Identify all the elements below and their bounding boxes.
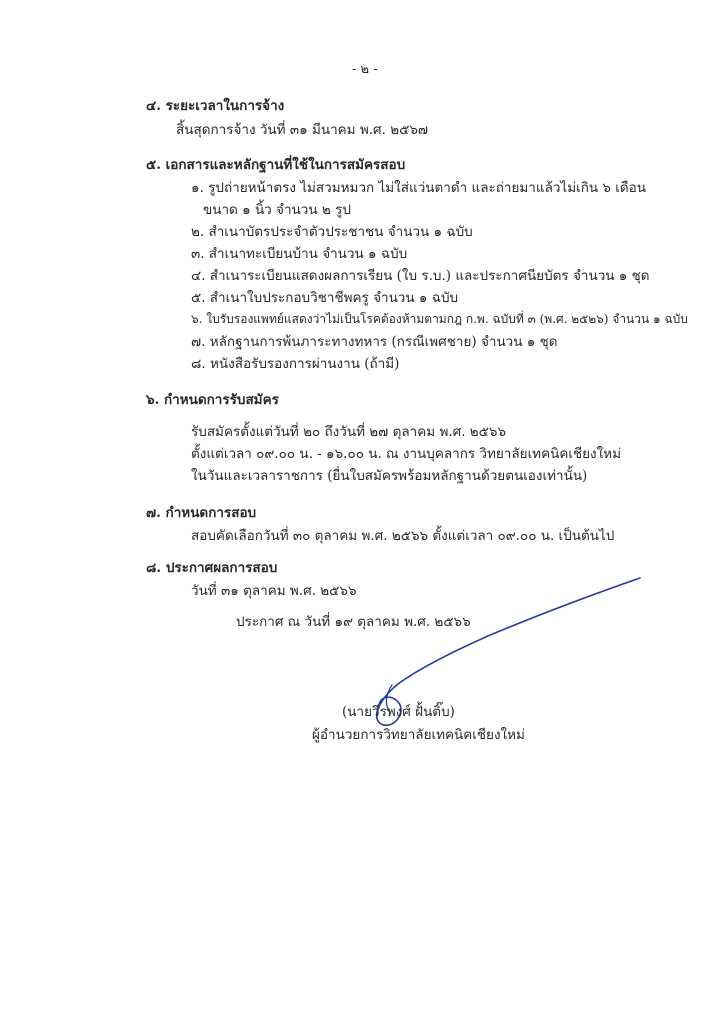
section-5-item-6: ๖. ใบรับรองแพทย์แสดงว่าไม่เป็นโรคต้องห้ามตามกฎ ก.พ. ฉบับที่ ๓ (พ.ศ. ๒๕๒๖) จำนวน ๑ ฉบับ — [191, 312, 688, 326]
section-8-line-1: วันที่ ๓๑ ตุลาคม พ.ศ. ๒๕๖๖ — [191, 583, 357, 599]
section-6-heading: ๖. กำหนดการรับสมัคร — [146, 392, 279, 408]
section-5-item-1: ๑. รูปถ่ายหน้าตรง ไม่สวมหมวก ไม่ใส่แว่นตาดำ และถ่ายมาแล้วไม่เกิน ๖ เดือน — [191, 180, 647, 196]
section-6-line-3: ในวันและเวลาราชการ (ยื่นใบสมัครพร้อมหลักฐานด้วยตนเองเท่านั้น) — [191, 468, 588, 484]
page-number: - ๒ - — [352, 62, 378, 77]
section-7-heading: ๗. กำหนดการสอบ — [146, 505, 257, 521]
section-4-heading: ๔. ระยะเวลาในการจ้าง — [146, 98, 285, 114]
section-5-item-7: ๗. หลักฐานการพ้นภาระทางทหาร (กรณีเพศชาย) จำนวน ๑ ชุด — [191, 334, 558, 350]
section-7-line-1: สอบคัดเลือกวันที่ ๓๐ ตุลาคม พ.ศ. ๒๕๖๖ ตั้งแต่เวลา ๐๙.๐๐ น. เป็นต้นไป — [191, 528, 615, 544]
section-5-item-8: ๘. หนังสือรับรองการผ่านงาน (ถ้ามี) — [191, 356, 400, 372]
section-4-line-1: สิ้นสุดการจ้าง วันที่ ๓๑ มีนาคม พ.ศ. ๒๕๖๗ — [176, 122, 429, 138]
announcement-date: ประกาศ ณ วันที่ ๑๙ ตุลาคม พ.ศ. ๒๕๖๖ — [236, 614, 471, 630]
section-5-heading: ๕. เอกสารและหลักฐานที่ใช้ในการสมัครสอบ — [146, 157, 406, 173]
section-6-line-2: ตั้งแต่เวลา ๐๙.๐๐ น. - ๑๖.๐๐ น. ณ งานบุคลากร วิทยาลัยเทคนิคเชียงใหม่ — [191, 446, 622, 462]
section-5-item-4: ๔. สำเนาระเบียนแสดงผลการเรียน (ใบ ร.บ.) และประกาศนียบัตร จำนวน ๑ ชุด — [191, 268, 650, 284]
section-5-item-1-cont: ขนาด ๑ นิ้ว จำนวน ๒ รูป — [203, 202, 351, 218]
section-5-item-5: ๕. สำเนาใบประกอบวิชาชีพครู จำนวน ๑ ฉบับ — [191, 290, 459, 306]
section-5-item-3: ๓. สำเนาทะเบียนบ้าน จำนวน ๑ ฉบับ — [191, 246, 408, 262]
section-8-heading: ๘. ประกาศผลการสอบ — [146, 560, 278, 576]
signatory-name: (นายวีรพงศ์ ฝั้นติ๊บ) — [342, 704, 455, 720]
signatory-title: ผู้อำนวยการวิทยาลัยเทคนิคเชียงใหม่ — [312, 727, 525, 743]
section-6-line-1: รับสมัครตั้งแต่วันที่ ๒๐ ถึงวันที่ ๒๗ ตุลาคม พ.ศ. ๒๕๖๖ — [191, 424, 507, 440]
section-5-item-2: ๒. สำเนาบัตรประจำตัวประชาชน จำนวน ๑ ฉบับ — [191, 224, 473, 240]
